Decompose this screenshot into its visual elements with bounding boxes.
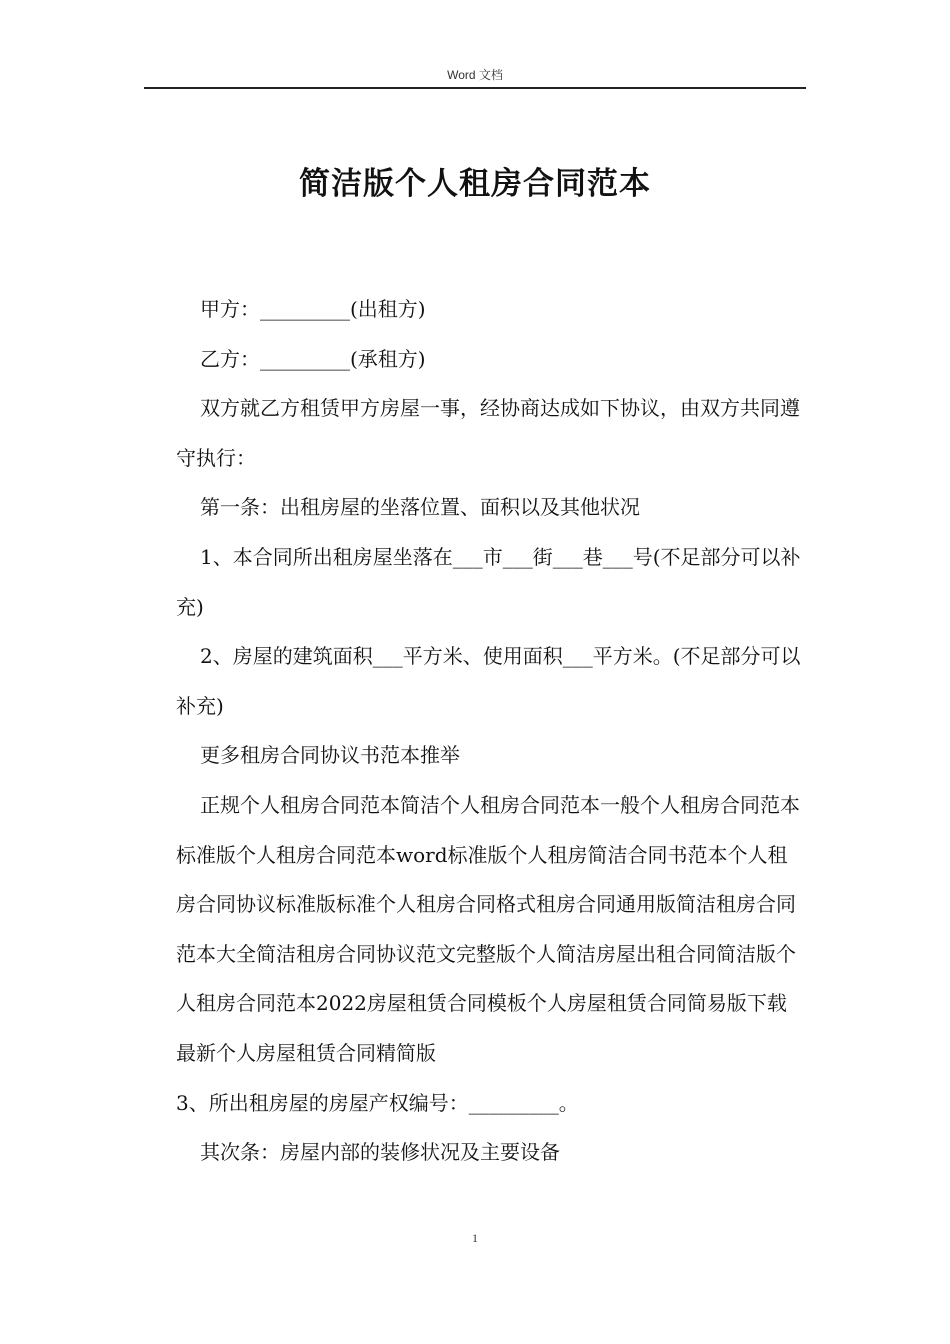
party-a-line: 甲方：_________(出租方) — [200, 297, 426, 321]
document-title: 简洁版个人租房合同范本 — [299, 166, 651, 202]
clause-1-location: 1、本合同所出租房屋坐落在___市___街___巷___号(不足部分可以补充) — [176, 544, 801, 619]
related-templates-list: 正规个人租房合同范本简洁个人租房合同范本一般个人租房合同范本标准版个人租房合同范本word标准版个人租房简洁合同书范本个人租房合同协议标准版标准个人租房合同格式租房合同通用版简洁租房合同范本大全简洁租房合同协议范文完整版个人简洁房屋出租合同简洁版个人租房合同范本2022房屋租赁合同模板个人房屋租赁合同简易版下载最新个人房屋租赁合同精简版 — [176, 792, 800, 1065]
page-number: 1 — [472, 1231, 478, 1245]
header-divider — [144, 87, 806, 89]
party-b-line: 乙方：_________(承租方) — [200, 346, 426, 371]
page-header: Word 文档 — [447, 68, 503, 82]
clause-2-area: 2、房屋的建筑面积___平方米、使用面积___平方米。(不足部分可以补充) — [176, 644, 801, 718]
article-two-heading: 其次条：房屋内部的装修状况及主要设备 — [200, 1140, 560, 1165]
article-one-heading: 第一条：出租房屋的坐落位置、面积以及其他状况 — [200, 495, 640, 520]
clause-3-property-number: 3、所出租房屋的房屋产权编号：_________。 — [176, 1090, 579, 1115]
document-body — [176, 285, 806, 1178]
agreement-intro: 双方就乙方租赁甲方房屋一事，经协商达成如下协议，由双方共同遵守执行： — [176, 396, 800, 470]
related-templates-heading: 更多租房合同协议书范本推举 — [200, 743, 460, 768]
